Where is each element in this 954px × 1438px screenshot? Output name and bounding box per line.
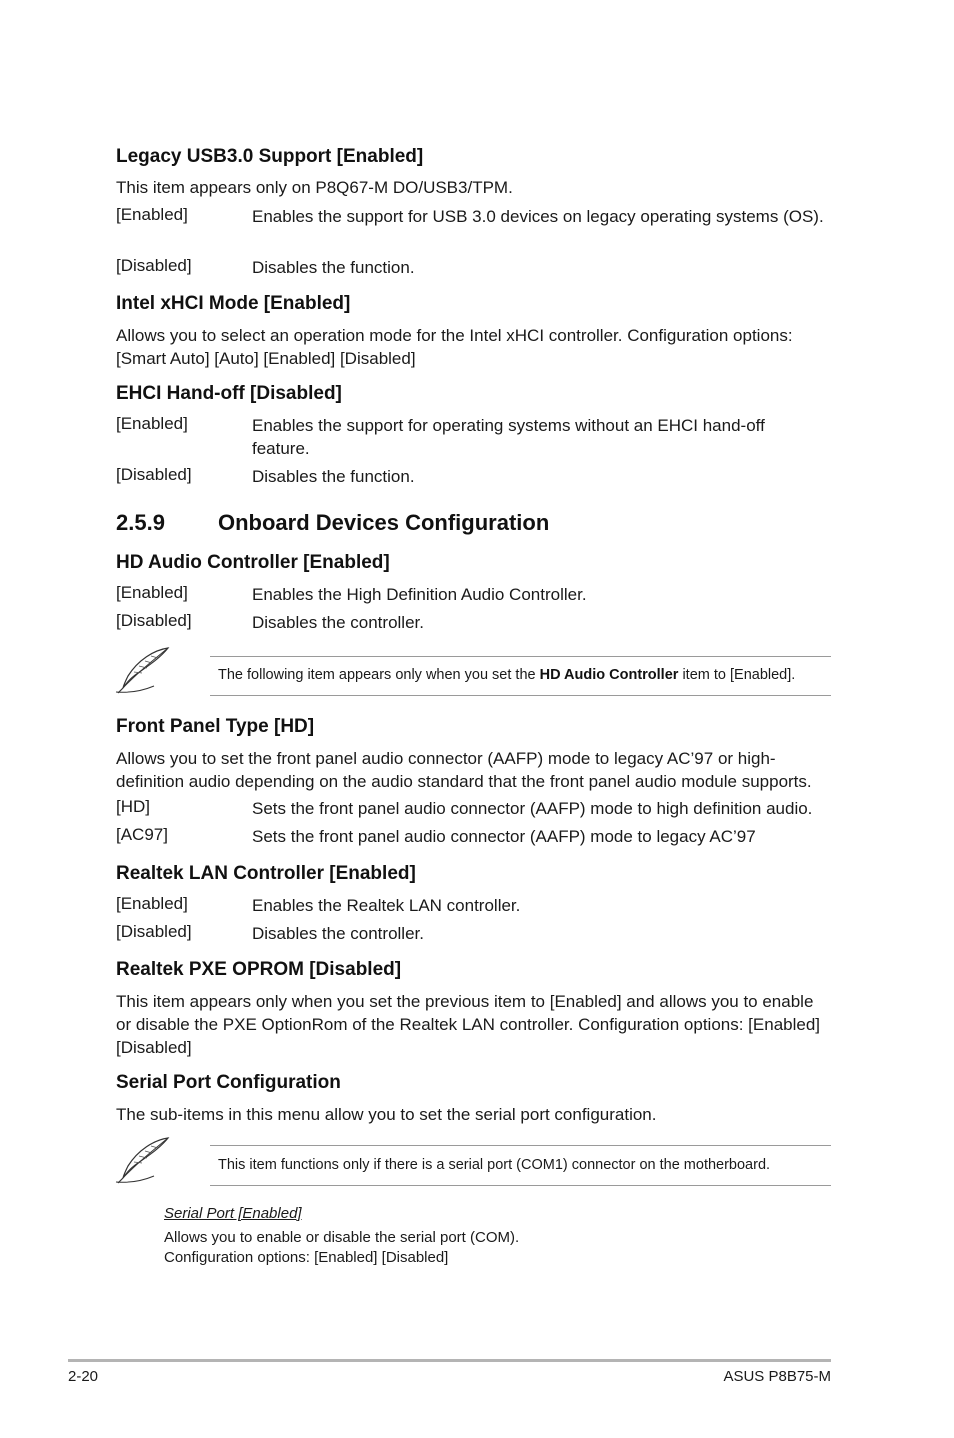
legacy-usb3-option-enabled-desc: Enables the support for USB 3.0 devices on legacy operating systems (OS). [252, 207, 824, 226]
note-feather-icon [114, 646, 172, 694]
front-panel-option-ac97: [AC97] [116, 825, 168, 844]
note2-top-rule [210, 1145, 831, 1146]
front-panel-option-hd-desc: Sets the front panel audio connector (AAFP) mode to high definition audio. [252, 799, 813, 818]
heading-realtek-lan: Realtek LAN Controller [Enabled] [116, 863, 416, 884]
ehci-option-disabled-desc: Disables the function. [252, 467, 415, 486]
hd-audio-option-enabled: [Enabled] [116, 583, 188, 602]
heading-legacy-usb3: Legacy USB3.0 Support [Enabled] [116, 146, 424, 167]
note1-top-rule [210, 656, 831, 657]
legacy-usb3-option-disabled: [Disabled] [116, 256, 192, 275]
legacy-usb3-text: This item appears only on P8Q67-M DO/USB3/TPM. [116, 178, 513, 197]
note2-bottom-rule [210, 1185, 831, 1186]
serial-port-subitem-title: Serial Port [Enabled] [164, 1205, 302, 1222]
product-name: ASUS P8B75-M [723, 1368, 831, 1385]
ehci-option-enabled-desc: Enables the support for operating systems without an EHCI hand-off feature. [252, 416, 765, 458]
footer-rule [68, 1359, 831, 1362]
note-feather-icon [114, 1136, 172, 1184]
ehci-option-disabled: [Disabled] [116, 465, 192, 484]
heading-hd-audio: HD Audio Controller [Enabled] [116, 552, 390, 573]
note1-bottom-rule [210, 695, 831, 696]
front-panel-text: Allows you to set the front panel audio connector (AAFP) mode to legacy AC’97 or high-definition audio depending on the audio standard that the front panel audio module supports. [116, 749, 812, 791]
note-hd-audio: The following item appears only when you set the HD Audio Controller item to [Enabled]. [218, 667, 796, 683]
intel-xhci-text: Allows you to select an operation mode for the Intel xHCI controller. Configuration options: [Smart Auto] [Auto] [Enabled] [Disabled] [116, 326, 793, 368]
serial-port-subitem-line1: Allows you to enable or disable the serial port (COM). [164, 1229, 520, 1246]
ehci-option-enabled: [Enabled] [116, 414, 188, 433]
heading-front-panel: Front Panel Type [HD] [116, 716, 315, 737]
realtek-lan-option-disabled-desc: Disables the controller. [252, 924, 424, 943]
section-number: 2.5.9 [116, 510, 165, 535]
legacy-usb3-option-disabled-desc: Disables the function. [252, 258, 415, 277]
realtek-lan-option-enabled-desc: Enables the Realtek LAN controller. [252, 896, 521, 915]
hd-audio-option-disabled-desc: Disables the controller. [252, 613, 424, 632]
heading-serial-port: Serial Port Configuration [116, 1072, 341, 1093]
legacy-usb3-option-enabled: [Enabled] [116, 205, 188, 224]
serial-port-subitem-line2: Configuration options: [Enabled] [Disabled] [164, 1249, 449, 1266]
front-panel-option-hd: [HD] [116, 797, 150, 816]
page-number: 2-20 [68, 1368, 99, 1385]
realtek-lan-option-disabled: [Disabled] [116, 922, 192, 941]
heading-intel-xhci: Intel xHCI Mode [Enabled] [116, 293, 351, 314]
serial-port-text: The sub-items in this menu allow you to set the serial port configuration. [116, 1105, 657, 1124]
front-panel-option-ac97-desc: Sets the front panel audio connector (AAFP) mode to legacy AC’97 [252, 827, 756, 846]
heading-realtek-pxe: Realtek PXE OPROM [Disabled] [116, 959, 402, 980]
section-title: Onboard Devices Configuration [218, 510, 550, 535]
realtek-lan-option-enabled: [Enabled] [116, 894, 188, 913]
realtek-pxe-text: This item appears only when you set the previous item to [Enabled] and allows you to enable or disable the PXE OptionRom of the Realtek LAN controller. Configuration options: [Enabled] [Disabled] [116, 992, 821, 1057]
hd-audio-option-enabled-desc: Enables the High Definition Audio Controller. [252, 585, 587, 604]
note-serial-port: This item functions only if there is a serial port (COM1) connector on the motherboard. [218, 1157, 771, 1173]
heading-ehci-handoff: EHCI Hand-off [Disabled] [116, 383, 342, 404]
hd-audio-option-disabled: [Disabled] [116, 611, 192, 630]
